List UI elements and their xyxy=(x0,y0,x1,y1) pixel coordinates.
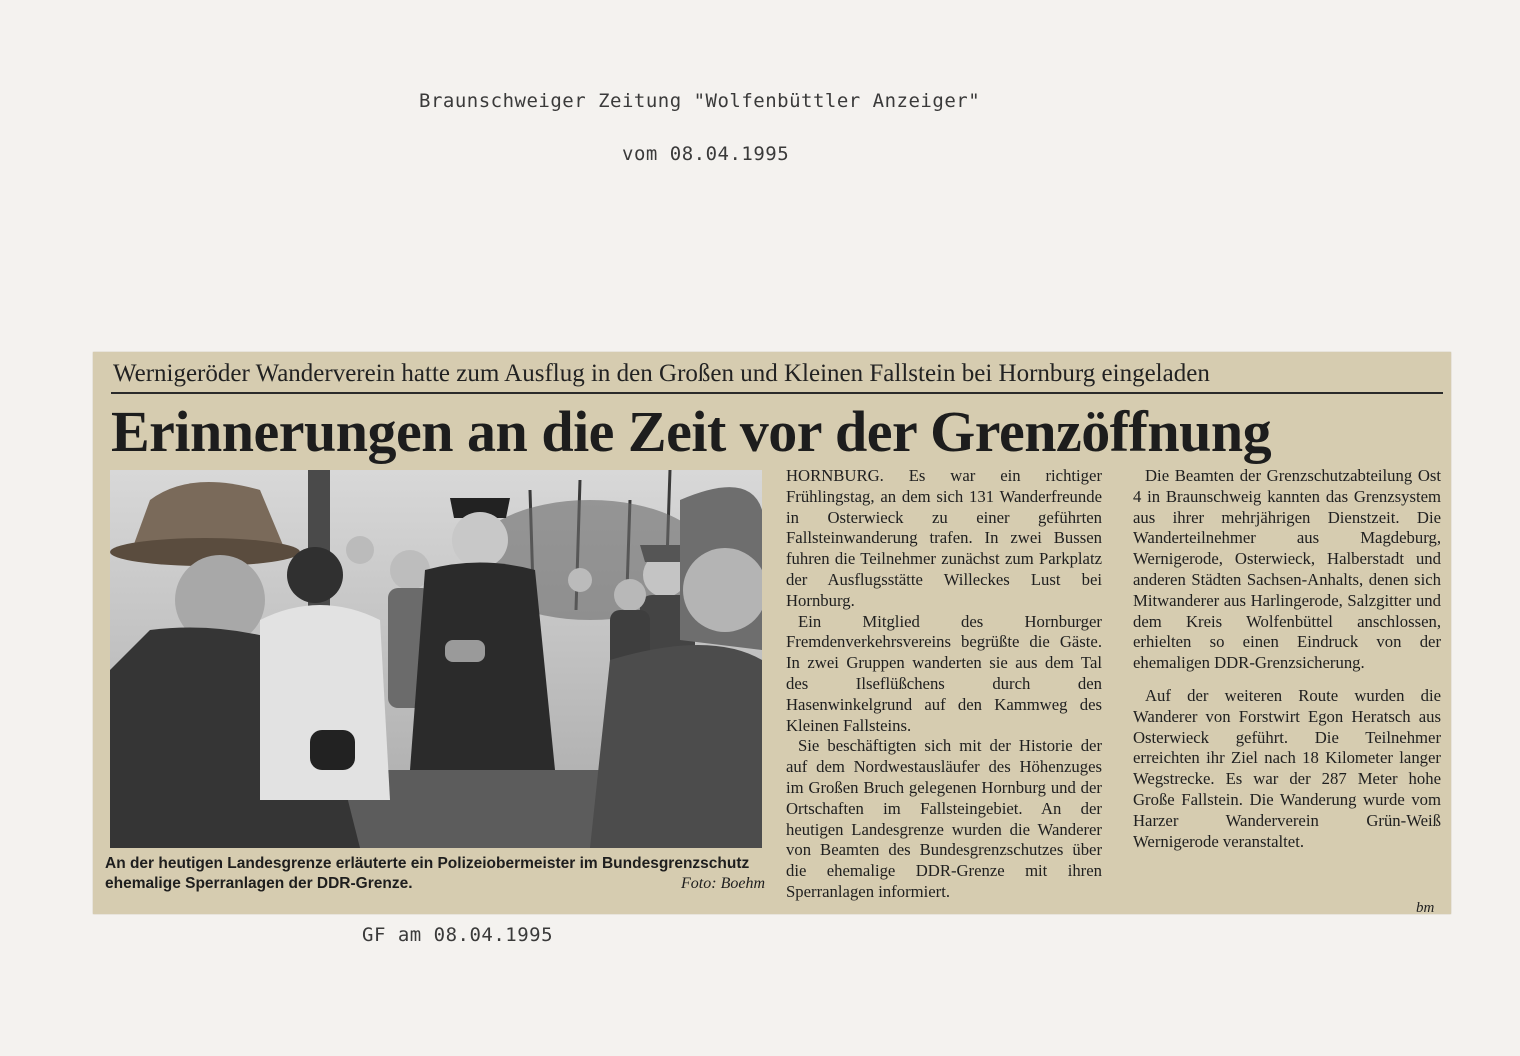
article-column-1 xyxy=(786,466,1102,903)
newspaper-clipping xyxy=(93,352,1451,914)
typed-source-line: Braunschweiger Zeitung "Wolfenbüttler Anzeiger" xyxy=(419,90,981,112)
article-headline: Erinnerungen an die Zeit vor der Grenzöffnung xyxy=(111,399,1272,464)
photo-credit: Foto: Boehm xyxy=(681,875,765,892)
photo-caption xyxy=(105,854,765,894)
author-signoff: bm xyxy=(1416,900,1435,916)
article-photo xyxy=(110,470,762,848)
paragraph: Auf der weiteren Route wurden die Wanderer von Forstwirt Egon Heratsch aus Osterwieck geführt. Die Teilnehmer erreichten ihr Ziel nach 18 Kilometer langer Wegstrecke. Es war der 287 Meter hohe Große Fallstein. Die Wanderung wurde vom Harzer Wanderverein Grün-Weiß Wernigerode veranstaltet. xyxy=(1133,685,1441,851)
hikers-photo-illustration xyxy=(110,470,762,848)
paragraph: Ein Mitglied des Hornburger Fremdenverkehrsvereins begrüßte die Gäste. In zwei Gruppen wanderten sie aus dem Tal des Ilseflüßchens durch den Hasenwinkelgrund auf den Kammweg des Kleinen Fallsteins. xyxy=(786,611,1102,735)
paragraph: Sie beschäftigten sich mit der Historie der auf dem Nordwestausläufer des Höhenzuges im Großen Bruch gelegenen Hornburg und der Ortschaften im Fallsteingebiet. An der heutigen Landesgrenze wurden die Wanderer von Beamten des Bundesgrenzschutzes über die ehemalige DDR-Grenze mit ihren Sperranlagen informiert. xyxy=(786,736,1102,901)
kicker-rule xyxy=(111,392,1443,394)
paragraph: HORNBURG. Es war ein richtiger Frühlingstag, an dem sich 131 Wanderfreunde in Osterwieck zu einer geführten Fallsteinwanderung trafen. In zwei Bussen fuhren die Teilnehmer zunächst zum Parkplatz der Ausflugsstätte Willeckes Lust bei Hornburg. xyxy=(786,466,1102,610)
article-kicker: Wernigeröder Wanderverein hatte zum Ausflug in den Großen und Kleinen Fallstein bei Hornburg eingeladen xyxy=(113,360,1210,387)
paragraph: Die Beamten der Grenzschutzabteilung Ost 4 in Braunschweig kannten das Grenzsystem aus ihrer mehrjährigen Dienstzeit. Die Wanderteilnehmer aus Magdeburg, Wernigerode, Osterwieck, Halberstadt und anderen Städten Sachsen-Anhalts, denen sich Mitwanderer aus Harlingerode, Salzgitter und dem Kreis Wolfenbüttel anschlossen, erhielten so einen Eindruck von der ehemaligen DDR-Grenzsicherung. xyxy=(1133,466,1441,673)
caption-text: An der heutigen Landesgrenze erläuterte ein Polizeiobermeister im Bundesgrenzschutz ehemalige Sperranlagen der DDR-Grenze. xyxy=(105,855,750,892)
typed-footnote: GF am 08.04.1995 xyxy=(362,924,554,946)
typed-date-line: vom 08.04.1995 xyxy=(622,143,790,165)
article-column-2 xyxy=(1133,466,1441,852)
